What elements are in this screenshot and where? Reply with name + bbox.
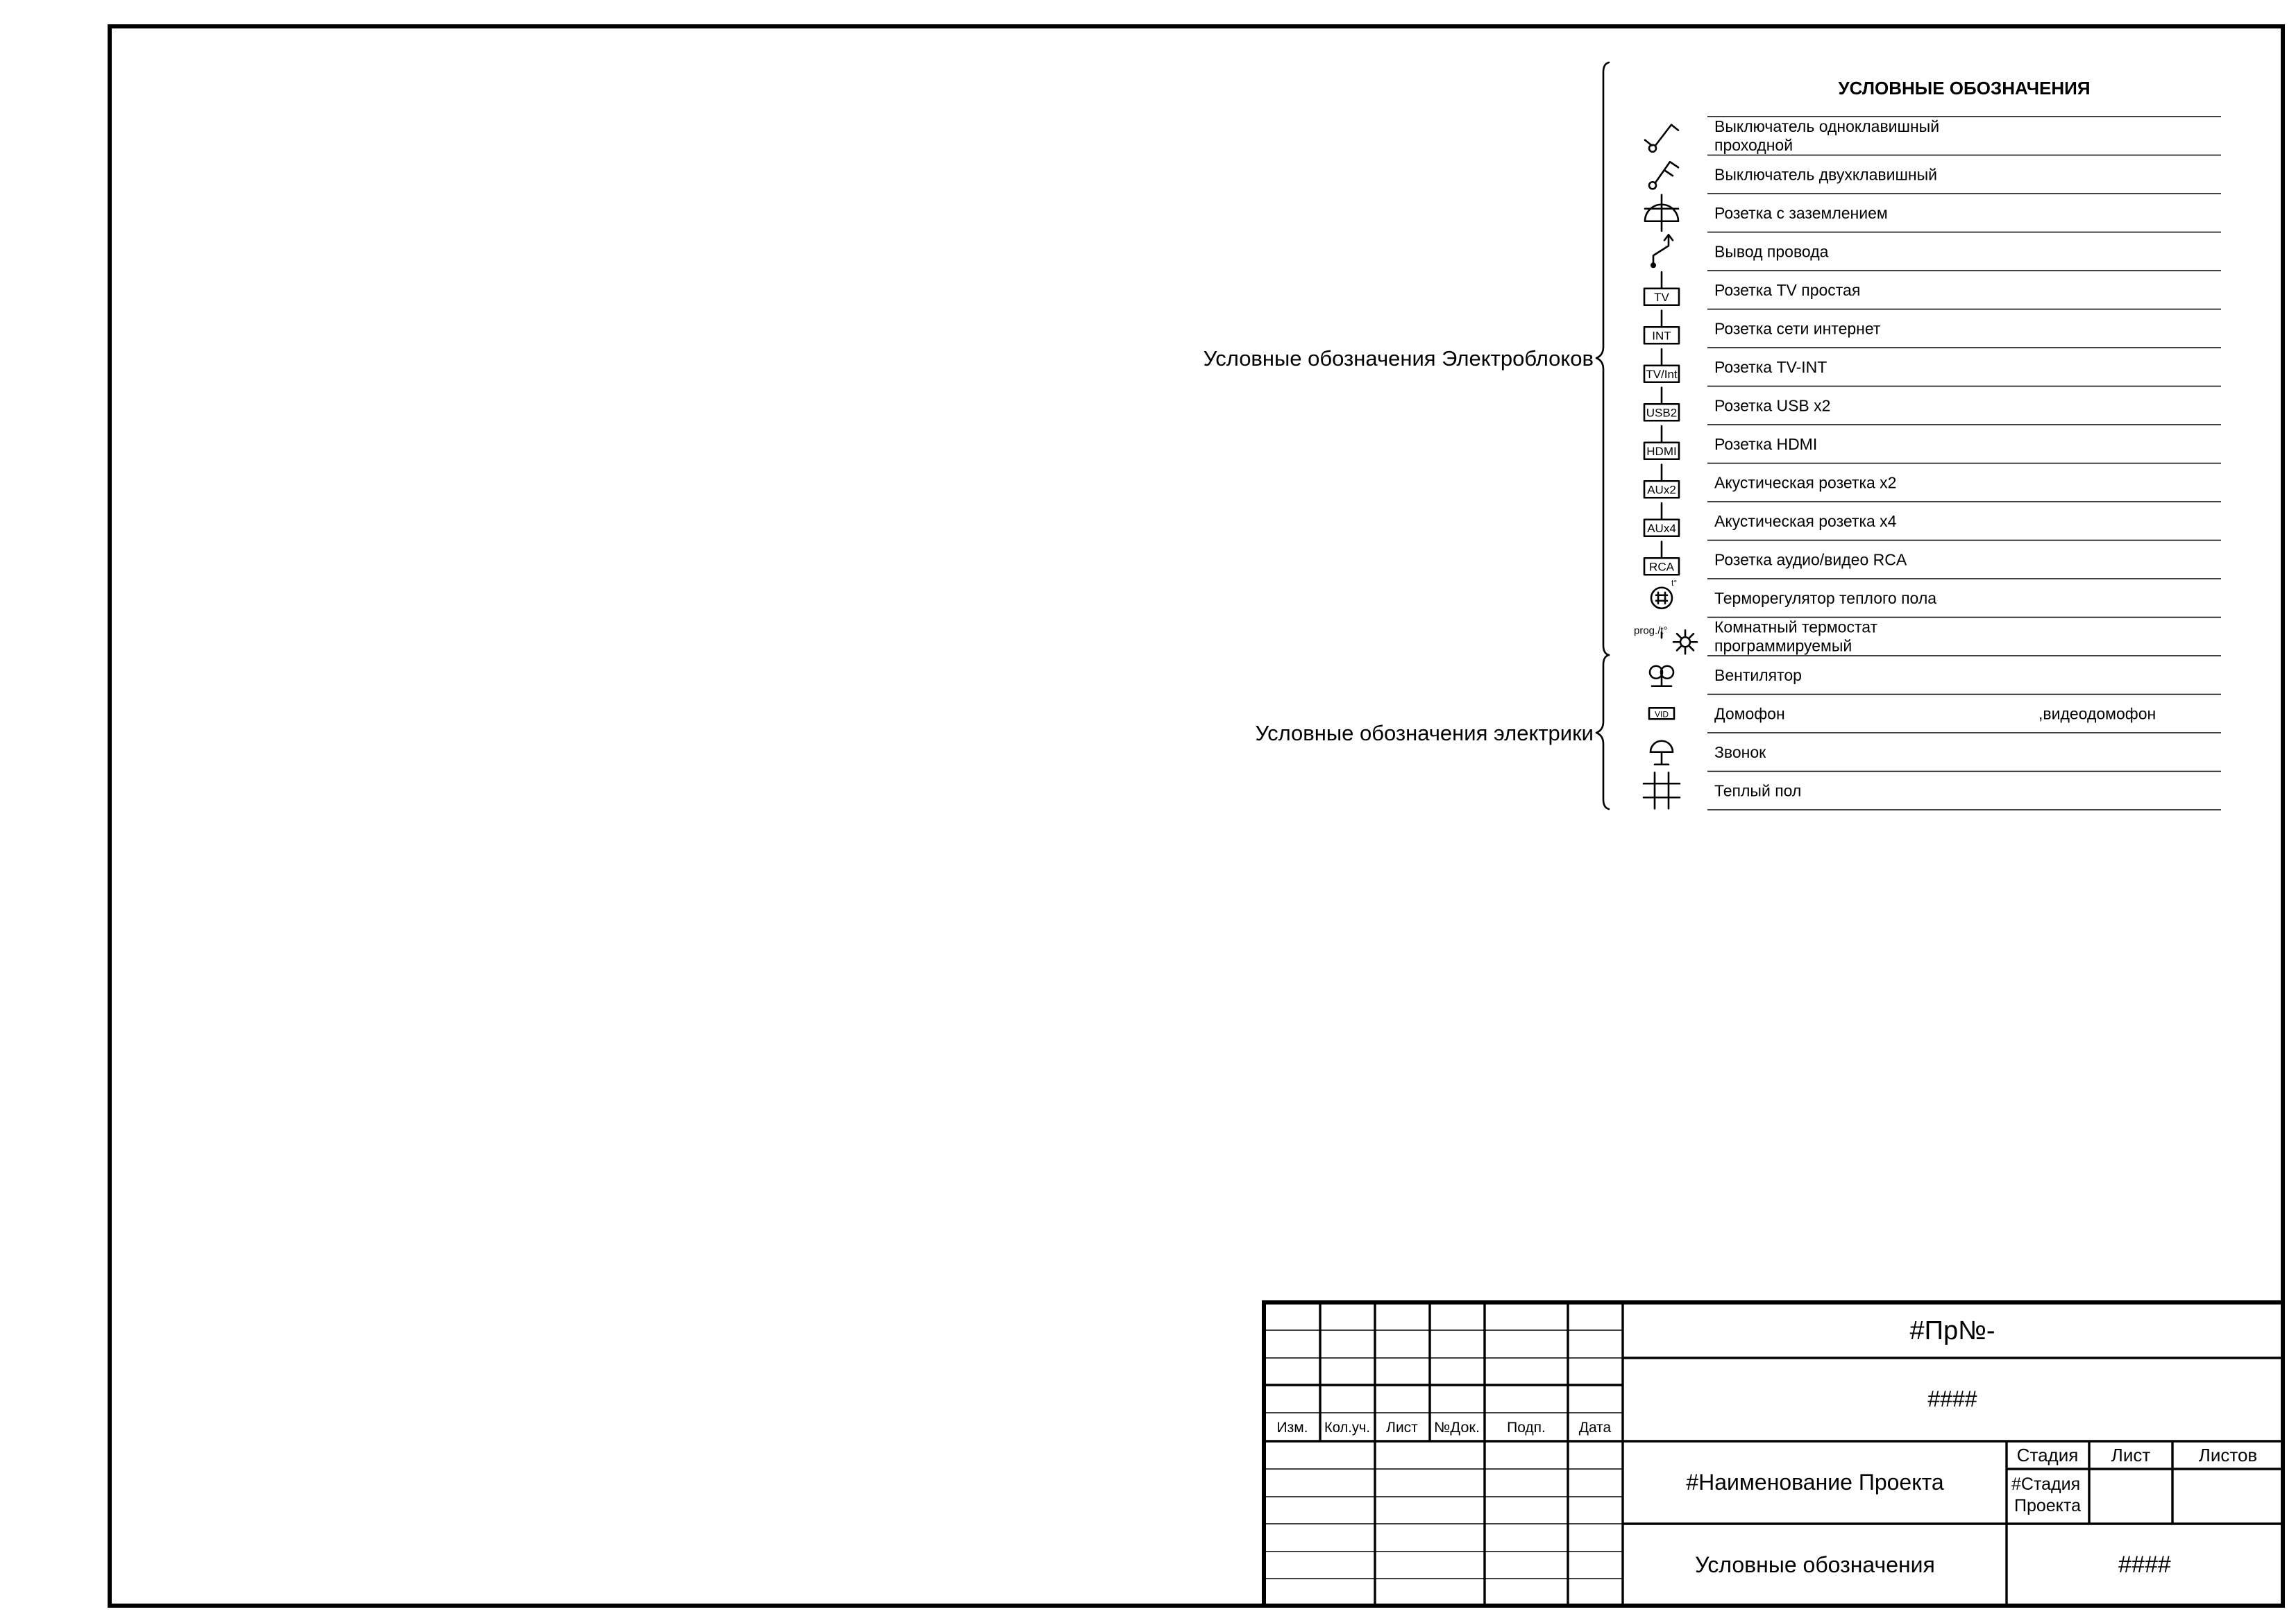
legend-row-text: Выключатель одноклавишный xyxy=(1714,117,1940,135)
legend-row-texts xyxy=(1714,117,2156,799)
legend-row-text: Розетка USB x2 xyxy=(1714,396,1831,415)
sheet-code: #### xyxy=(2118,1552,2171,1578)
legend-row-text: Комнатный термостат xyxy=(1714,618,1878,636)
legend-symbol-label: RCA xyxy=(1649,560,1674,574)
project-code: #Пр№- xyxy=(1909,1316,1995,1345)
brace-electrics xyxy=(1596,655,1609,809)
tv-socket-icon xyxy=(1644,272,1679,305)
legend-symbol-badge: prog./t° xyxy=(1634,624,1668,637)
legend-row-text-line2: программируемый xyxy=(1714,636,1852,655)
doorbell-icon xyxy=(1651,741,1673,765)
legend-symbol-badge: t° xyxy=(1671,577,1678,588)
intercom-icon xyxy=(1649,708,1674,719)
legend-title: УСЛОВНЫЕ ОБОЗНАЧЕНИЯ xyxy=(1838,78,2091,99)
heated-floor-icon xyxy=(1644,772,1680,808)
grounded-socket-icon xyxy=(1645,195,1678,231)
internet-socket-icon xyxy=(1644,311,1679,344)
legend-symbol-label: HDMI xyxy=(1646,444,1677,458)
legend-row-text: Теплый пол xyxy=(1714,781,1802,800)
brace-electroblocks xyxy=(1596,62,1609,655)
hdmi-socket-icon xyxy=(1644,426,1679,459)
legend-symbol-label: USB2 xyxy=(1646,406,1678,420)
acoustic-socket-2-icon xyxy=(1644,465,1679,498)
legend-row-text: Розетка с заземлением xyxy=(1714,203,1888,222)
legend-row-text: Вывод провода xyxy=(1714,242,1829,261)
legend-symbol-label: VID xyxy=(1654,709,1669,720)
group-label-electrics: Условные обозначения электрики xyxy=(1255,721,1594,745)
legend-row-text: Розетка TV-INT xyxy=(1714,357,1827,376)
col-header-sign: Подп. xyxy=(1507,1420,1546,1436)
legend-row-text: Звонок xyxy=(1714,742,1766,761)
legend-row-text: Розетка TV простая xyxy=(1714,280,1861,299)
room-thermostat-icon xyxy=(1634,624,1697,654)
legend-symbol-label: TV/Int xyxy=(1646,367,1678,381)
legend-row-text: Розетка HDMI xyxy=(1714,434,1818,453)
legend-symbol-label: INT xyxy=(1652,329,1671,343)
col-header-date: Дата xyxy=(1578,1420,1612,1436)
legend-symbol-label: AUx2 xyxy=(1647,483,1676,497)
project-name: #Наименование Проекта xyxy=(1686,1470,1944,1495)
legend-row-text: Акустическая розетка x2 xyxy=(1714,473,1897,492)
legend-row-text: Вентилятор xyxy=(1714,665,1802,684)
legend-row-text: Розетка сети интернет xyxy=(1714,319,1881,338)
legend-row-text: Розетка аудио/видео RCA xyxy=(1714,550,1907,569)
rca-socket-icon xyxy=(1644,542,1679,575)
legend-row-text: Акустическая розетка x4 xyxy=(1714,511,1897,530)
fan-icon xyxy=(1650,666,1673,686)
col-header-izm: Изм. xyxy=(1276,1420,1308,1436)
pass-through-switch-icon xyxy=(1645,125,1678,152)
drawing-frame xyxy=(110,26,2283,1606)
title-block xyxy=(1264,1302,2283,1606)
usb-socket-icon xyxy=(1644,388,1679,421)
legend-symbol-label: TV xyxy=(1654,290,1669,304)
legend-symbol-label: AUx4 xyxy=(1647,521,1676,535)
wire-outlet-icon xyxy=(1651,235,1673,268)
col-header-list: Лист xyxy=(1386,1420,1418,1436)
sheets-header: Листов xyxy=(2198,1445,2258,1465)
col-header-kol-uch: Кол.уч. xyxy=(1324,1420,1370,1436)
sheet-header: Лист xyxy=(2111,1445,2151,1465)
group-label-electroblocks: Условные обозначения Электроблоков xyxy=(1203,346,1594,371)
acoustic-socket-4-icon xyxy=(1644,503,1679,536)
legend-symbols xyxy=(1634,125,1697,809)
legend-row-extra-text: ,видеодомофон xyxy=(2038,704,2156,723)
col-header-doc: №Док. xyxy=(1434,1420,1480,1436)
floor-thermoregulator-icon xyxy=(1651,578,1677,609)
two-key-switch-icon xyxy=(1649,162,1678,189)
stage-value-line2: Проекта xyxy=(2014,1496,2081,1515)
sheet-title: Условные обозначения xyxy=(1695,1552,1935,1577)
legend-row-text: Домофон xyxy=(1714,704,1785,723)
document-code: #### xyxy=(1927,1386,1977,1411)
stage-value-line1: #Стадия xyxy=(2011,1475,2081,1494)
legend-row-text: Выключатель двухклавишный xyxy=(1714,165,1937,184)
stage-header: Стадия xyxy=(2016,1445,2079,1465)
tv-int-socket-icon xyxy=(1644,349,1679,382)
legend-row-text-line2: проходной xyxy=(1714,136,1793,154)
legend xyxy=(1204,62,2221,810)
legend-row-text: Терморегулятор теплого пола xyxy=(1714,588,1937,607)
